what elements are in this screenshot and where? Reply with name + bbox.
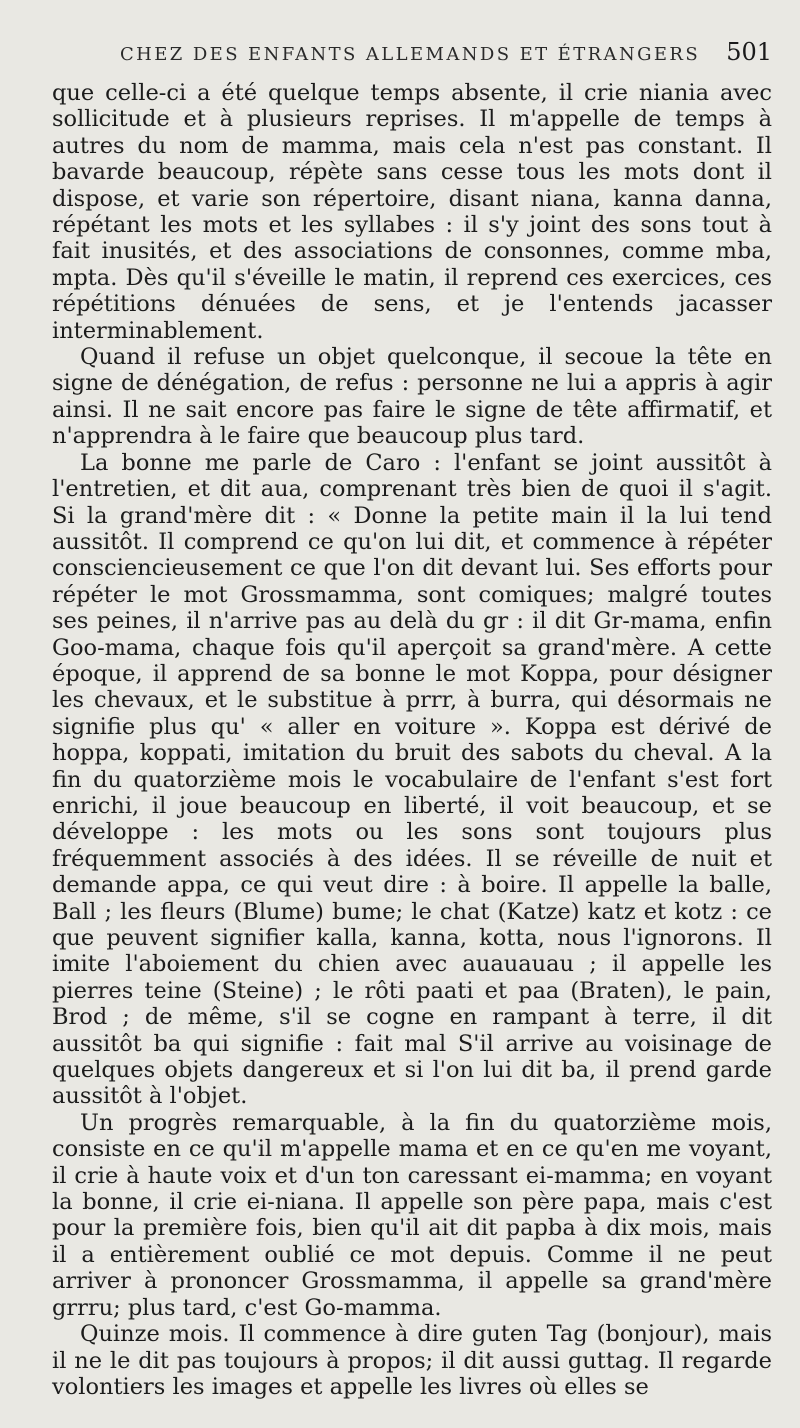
paragraph: que celle-ci a été quelque temps absente, il crie niania avec sollicitude et à plusieurs reprises. Il m'appelle de temps à autres du nom de mamma, mais cela n'est pas constant. Il bavarde beaucoup, répète sans cesse tous les mots dont il dispose, et varie son répertoire, disant niana, kanna danna, répétant les mots et les syllabes : il s'y joint des sons tout à fait inusités, et des associations de consonnes, comme mba, mpta. Dès qu'il s'éveille le matin, il reprend ces exercices, ces répétitions dénuées de sens, et je l'entends jacasser interminablement. [52, 80, 772, 344]
paragraph: La bonne me parle de Caro : l'enfant se joint aussitôt à l'entretien, et dit aua, comprenant très bien de quoi il s'agit. Si la grand'mère dit : « Donne la petite main il la lui tend aussitôt. Il comprend ce qu'on lui dit, et commence à répéter consciencieusement ce que l'on dit devant lui. Ses efforts pour répéter le mot Grossmamma, sont comiques; malgré toutes ses peines, il n'arrive pas au delà du gr : il dit Gr-mama, enfin Goo-mama, chaque fois qu'il aperçoit sa grand'mère. A cette époque, il apprend de sa bonne le mot Koppa, pour désigner les chevaux, et le substitue à prrr, à burra, qui désormais ne signifie plus qu' « aller en voiture ». Koppa est dérivé de hoppa, koppati, imitation du bruit des sabots du cheval. A la fin du quatorzième mois le vocabulaire de l'enfant s'est fort enrichi, il joue beaucoup en liberté, il voit beaucoup, et se développe : les mots ou les sons sont toujours plus fréquemment associés à des idées. Il se réveille de nuit et demande appa, ce qui veut dire : à boire. Il appelle la balle, Ball ; les fleurs (Blume) bume; le chat (Katze) katz et kotz : ce que peuvent signifier kalla, kanna, kotta, nous l'ignorons. Il imite l'aboiement du chien avec auauauau ; il appelle les pierres teine (Steine) ; le rôti paati et paa (Braten), le pain, Brod ; de même, s'il se cogne en rampant à terre, il dit aussitôt ba qui signifie : fait mal S'il arrive au voisinage de quelques objets dangereux et si l'on lui dit ba, il prend garde aussitôt à l'objet. [52, 449, 772, 1110]
paragraph: Un progrès remarquable, à la fin du quatorzième mois, consiste en ce qu'il m'appelle mama et en ce qu'en me voyant, il crie à haute voix et d'un ton caressant ei-mamma; en voyant la bonne, il crie ei-niana. Il appelle son père papa, mais c'est pour la première fois, bien qu'il ait dit papba à dix mois, mais il a entièrement oublié ce mot depuis. Comme il ne peut arriver à prononcer Grossmamma, il appelle sa grand'mère grrru; plus tard, c'est Go-mamma. [52, 1109, 772, 1321]
paragraph: Quinze mois. Il commence à dire guten Tag (bonjour), mais il ne le dit pas toujours à propos; il dit aussi guttag. Il regarde volontiers les images et appelle les livres où elles se [52, 1321, 772, 1400]
page-number: 501 [726, 38, 772, 66]
page-header [52, 38, 772, 72]
paragraph: Quand il refuse un objet quelconque, il secoue la tête en signe de dénégation, de refus : personne ne lui a appris à agir ainsi. Il ne sait encore pas faire le signe de tête affirmatif, et n'apprendra à le faire que beaucoup plus tard. [52, 344, 772, 450]
running-title: CHEZ DES ENFANTS ALLEMANDS ET ÉTRANGERS [120, 44, 701, 65]
body-text [52, 80, 772, 1400]
